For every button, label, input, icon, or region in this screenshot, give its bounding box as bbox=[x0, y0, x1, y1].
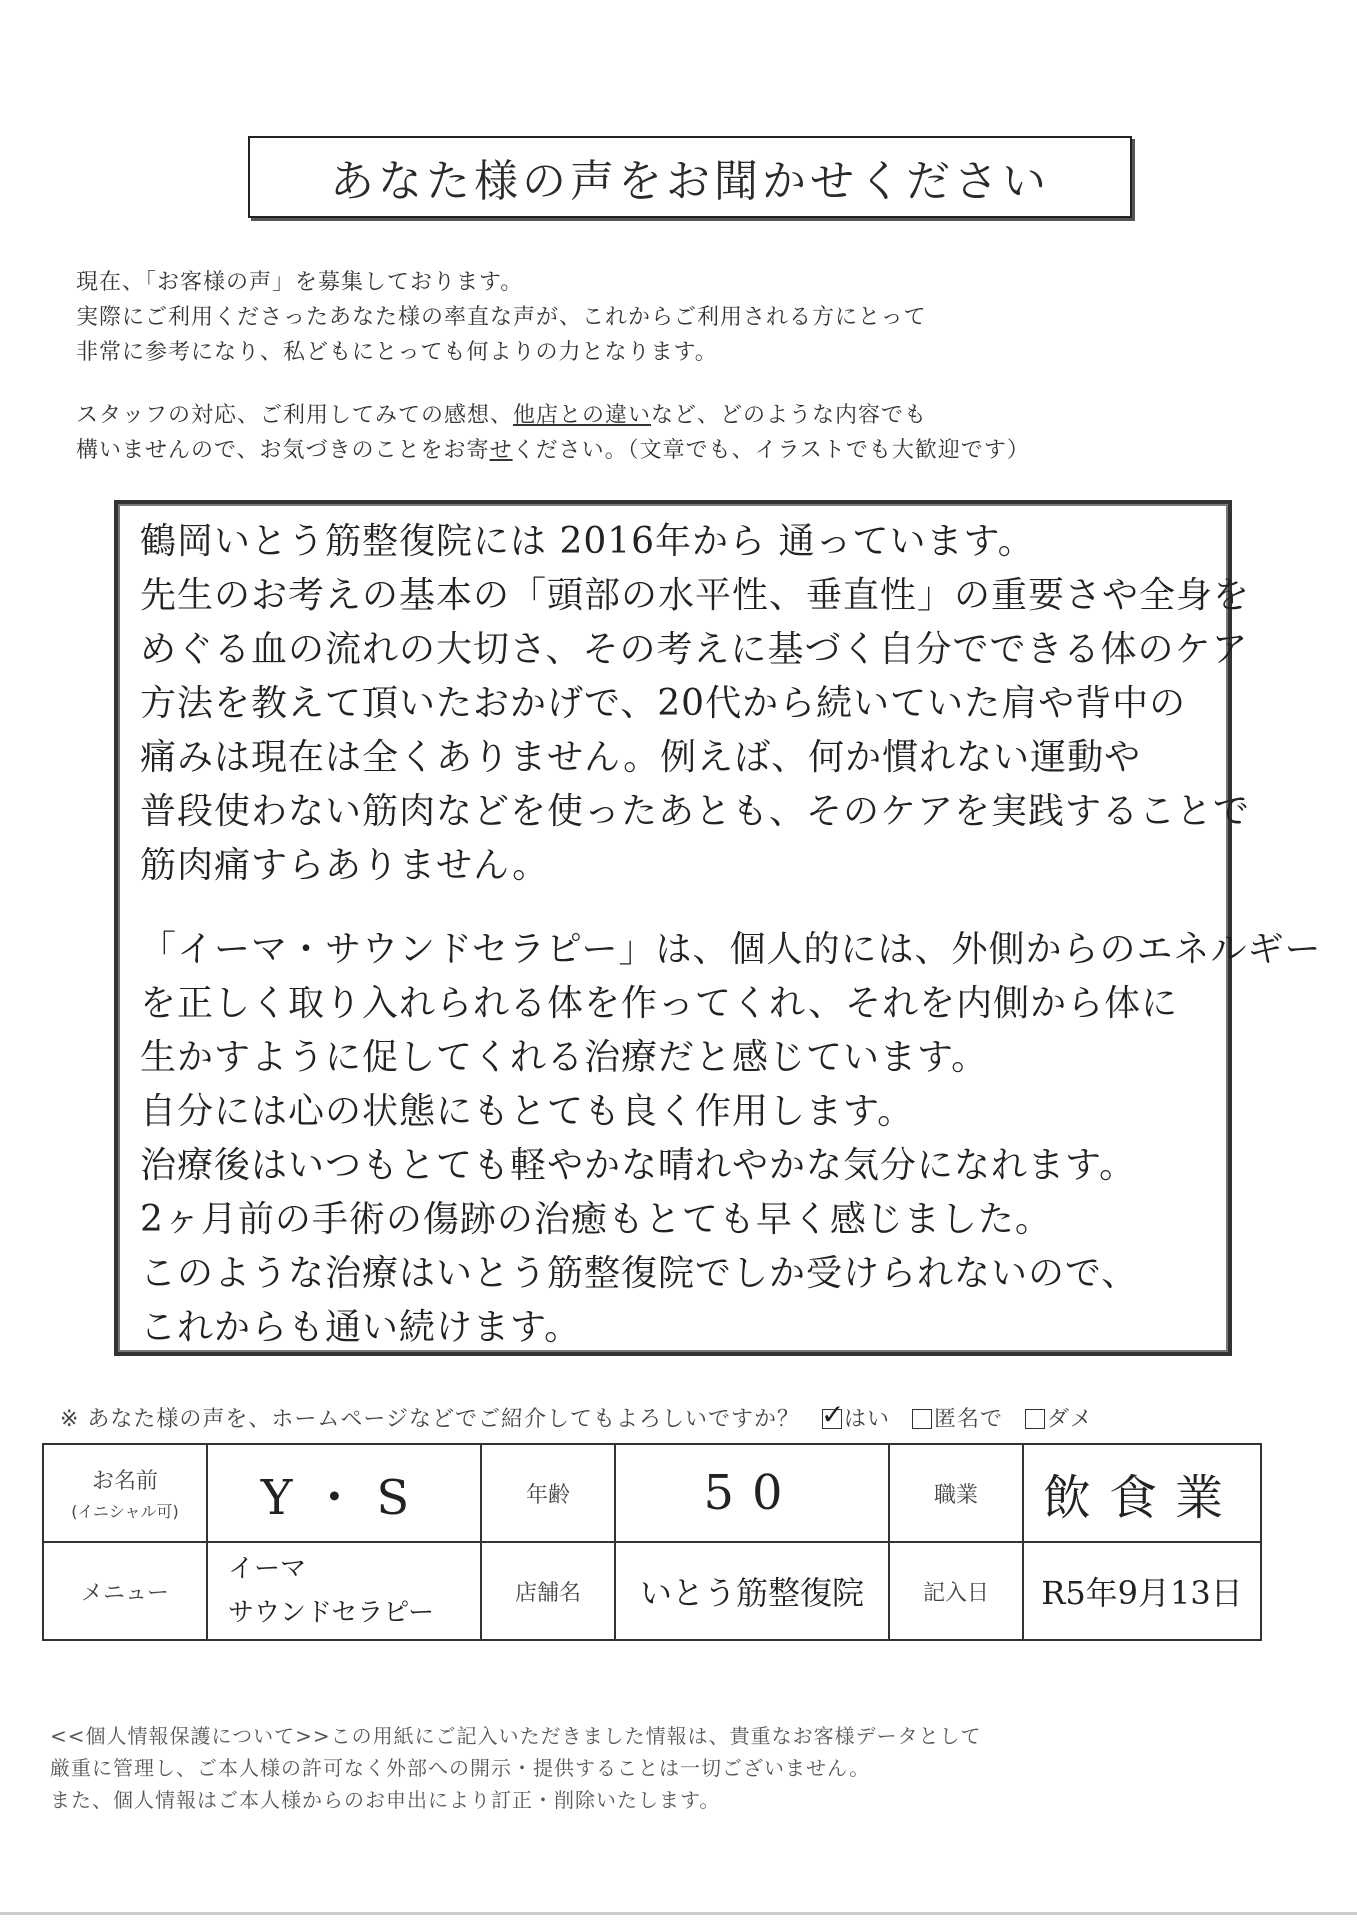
consent-question-text: ※ あなた様の声を、ホームページなどでご紹介してもよろしいですか？ bbox=[60, 1407, 800, 1432]
age-value[interactable]: 50 bbox=[615, 1444, 889, 1542]
consent-option-no[interactable] bbox=[1025, 1407, 1093, 1432]
page-title: あなた様の声をお聞かせください bbox=[248, 136, 1132, 218]
job-label: 職業 bbox=[889, 1444, 1023, 1542]
comment-line: 鶴岡いとう筋整復院には 2016年から 通っています。 bbox=[140, 521, 1035, 562]
privacy-line: <<個人情報保護について>>この用紙にご記入いただきました情報は、貴重なお客様データとして bbox=[50, 1724, 982, 1748]
name-label-sub: (イニシャル可) bbox=[71, 1502, 179, 1521]
comment-line: 治療後はいつもとても軽やかな晴れやかな気分になれます。 bbox=[140, 1145, 1137, 1186]
consent-question bbox=[60, 1402, 1093, 1433]
date-value[interactable]: R5年9月13日 bbox=[1023, 1542, 1261, 1640]
comment-line: 2ヶ月前の手術の傷跡の治癒もとても早く感じました。 bbox=[140, 1199, 1052, 1240]
comment-paragraph-1 bbox=[140, 515, 1251, 893]
comment-line: を正しく取り入れられる体を作ってくれ、それを内側から体に bbox=[140, 983, 1179, 1024]
store-label: 店舗名 bbox=[481, 1542, 615, 1640]
intro-line bbox=[76, 398, 1030, 433]
intro-text bbox=[76, 265, 927, 370]
menu-value-line: サウンドセラピー bbox=[228, 1598, 435, 1628]
job-value[interactable]: 飲食業 bbox=[1023, 1444, 1261, 1542]
age-label: 年齢 bbox=[481, 1444, 615, 1542]
info-table bbox=[42, 1443, 1262, 1641]
name-label bbox=[43, 1444, 207, 1542]
comment-paragraph-2 bbox=[140, 923, 1322, 1355]
comment-line: めぐる血の流れの大切さ、その考えに基づく自分でできる体のケア bbox=[140, 629, 1249, 670]
intro-text-part: ください。（文章でも、イラストでも大歓迎です） bbox=[512, 438, 1030, 463]
comment-line: 生かすように促してくれる治療だと感じています。 bbox=[140, 1037, 989, 1078]
menu-value[interactable] bbox=[207, 1542, 481, 1640]
intro-text-part: スタッフの対応、ご利用してみての感想、 bbox=[76, 403, 514, 428]
comment-line: 先生のお考えの基本の「頭部の水平性、垂直性」の重要さや全身を bbox=[140, 575, 1251, 616]
store-value[interactable]: いとう筋整復院 bbox=[615, 1542, 889, 1640]
consent-option-anonymous[interactable] bbox=[912, 1407, 1003, 1432]
comment-line: 方法を教えて頂いたおかげで、20代から続いていた肩や背中の bbox=[140, 683, 1187, 724]
privacy-notice bbox=[50, 1720, 982, 1816]
name-value[interactable]: Y・S bbox=[207, 1444, 481, 1542]
intro-line: 現在、「お客様の声」を募集しております。 bbox=[76, 270, 524, 295]
menu-label: メニュー bbox=[43, 1542, 207, 1640]
intro-request bbox=[76, 398, 1030, 468]
checkbox-icon[interactable] bbox=[1025, 1409, 1045, 1429]
underlined-text: せ bbox=[489, 438, 513, 463]
comment-line: これからも通い続けます。 bbox=[140, 1307, 582, 1348]
consent-option-label: ダメ bbox=[1047, 1407, 1094, 1432]
date-label: 記入日 bbox=[889, 1542, 1023, 1640]
bottom-rule bbox=[0, 1912, 1357, 1915]
intro-text-part: など、どのような内容でも bbox=[651, 403, 928, 428]
intro-text-part: 構いませんので、お気づきのことをお寄 bbox=[76, 438, 490, 463]
consent-option-label: はい bbox=[844, 1407, 891, 1432]
name-label-text: お名前 bbox=[91, 1469, 158, 1494]
comment-line: このような治療はいとう筋整復院でしか受けられないので、 bbox=[140, 1253, 1139, 1294]
comment-line: 筋肉痛すらありません。 bbox=[140, 845, 550, 886]
checkbox-icon[interactable] bbox=[912, 1409, 932, 1429]
privacy-line: また、個人情報はご本人様からのお申出により訂正・削除いたします。 bbox=[50, 1788, 721, 1812]
consent-option-label: 匿名で bbox=[934, 1407, 1004, 1432]
handwritten-comment bbox=[140, 515, 1322, 1355]
intro-line: 実際にご利用くださったあなた様の率直な声が、これからご利用される方にとって bbox=[76, 305, 927, 330]
checkbox-checked-icon[interactable] bbox=[822, 1409, 842, 1429]
underlined-text: 他店との違い bbox=[513, 403, 652, 428]
comment-line: 普段使わない筋肉などを使ったあとも、そのケアを実践することで bbox=[140, 791, 1251, 832]
intro-line bbox=[76, 433, 1030, 468]
comment-line: 「イーマ・サウンドセラピー」は、個人的には、外側からのエネルギー bbox=[140, 929, 1322, 970]
comment-line: 自分には心の状態にもとても良く作用します。 bbox=[140, 1091, 915, 1132]
consent-option-yes[interactable] bbox=[822, 1407, 890, 1432]
comment-line: 痛みは現在は全くありません。例えば、何か慣れない運動や bbox=[140, 737, 1142, 778]
privacy-line: 厳重に管理し、ご本人様の許可なく外部への開示・提供することは一切ございません。 bbox=[50, 1756, 871, 1780]
intro-line: 非常に参考になり、私どもにとっても何よりの力となります。 bbox=[76, 340, 718, 365]
menu-value-line: イーマ bbox=[228, 1554, 307, 1584]
